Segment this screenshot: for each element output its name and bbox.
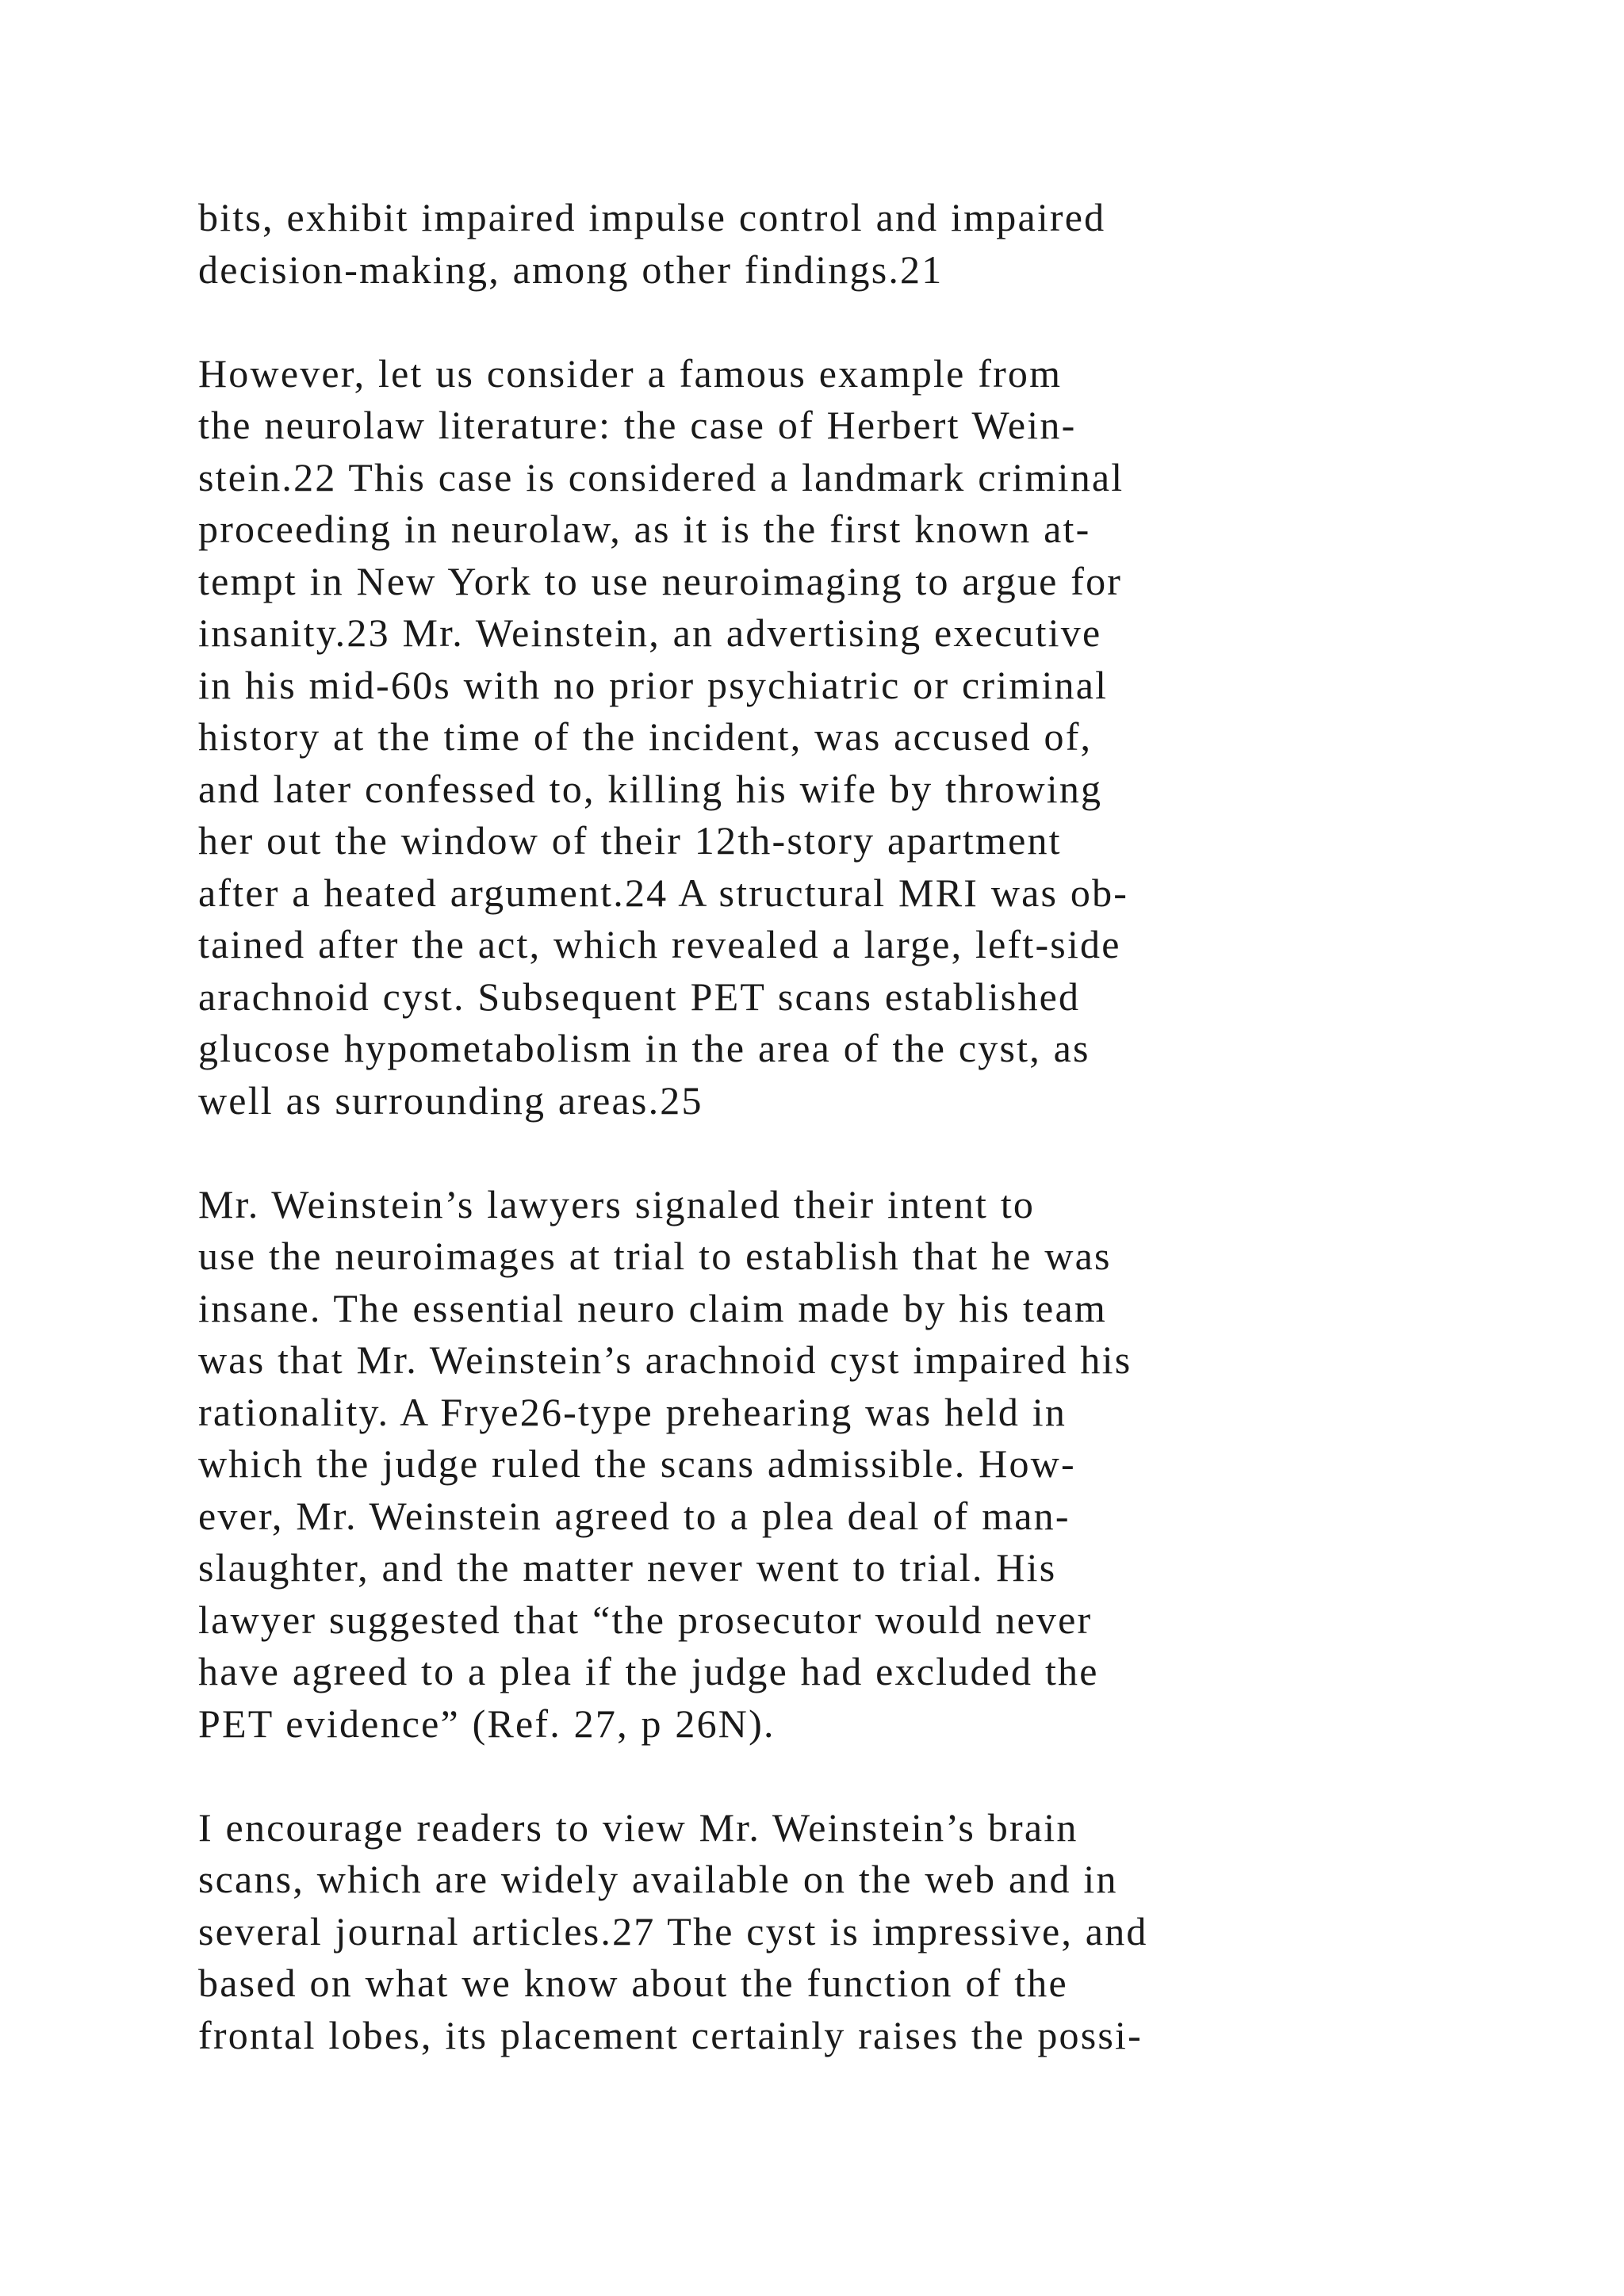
text-line: arachnoid cyst. Subsequent PET scans established [198,974,1081,1019]
paragraph-2 [198,348,1546,1127]
text-line: insanity.23 Mr. Weinstein, an advertising executive [198,610,1102,655]
text-line: after a heated argument.24 A structural MRI was ob- [198,870,1129,915]
body-text [198,192,1546,2114]
text-line: tained after the act, which revealed a large, left-side [198,922,1121,966]
text-line: lawyer suggested that “the prosecutor would never [198,1597,1093,1642]
text-line: I encourage readers to view Mr. Weinstein’s brain [198,1804,1078,1850]
text-line: her out the window of their 12th-story apartment [198,818,1062,863]
text-line: scans, which are widely available on the web and in [198,1857,1118,1901]
text-line: PET evidence” (Ref. 27, p 26N). [198,1701,776,1746]
text-line: decision-making, among other findings.21 [198,247,944,292]
text-line: and later confessed to, killing his wife by throwing [198,766,1103,811]
text-line: was that Mr. Weinstein’s arachnoid cyst impaired his [198,1337,1132,1382]
text-line: tempt in New York to use neuroimaging to argue for [198,558,1123,603]
text-line: frontal lobes, its placement certainly raises the possi- [198,2012,1143,2057]
text-line: the neurolaw literature: the case of Herbert Wein- [198,403,1077,447]
text-line: Mr. Weinstein’s lawyers signaled their intent to [198,1181,1036,1226]
text-line: proceeding in neurolaw, as it is the first known at- [198,507,1091,551]
text-line: insane. The essential neuro claim made by his team [198,1285,1107,1330]
text-line: history at the time of the incident, was accused of, [198,714,1093,759]
text-line: rationality. A Frye26-type prehearing was held in [198,1389,1067,1434]
paragraph-1 [198,192,1546,296]
text-line: based on what we know about the function of the [198,1961,1068,2005]
text-line: in his mid-60s with no prior psychiatric or criminal [198,662,1109,707]
text-line: which the judge ruled the scans admissible. How- [198,1441,1076,1486]
text-line: well as surrounding areas.25 [198,1077,703,1123]
text-line: stein.22 This case is considered a landmark criminal [198,454,1124,499]
text-line: bits, exhibit impaired impulse control and impaired [198,195,1106,239]
text-line: slaughter, and the matter never went to trial. His [198,1545,1057,1590]
text-line: several journal articles.27 The cyst is impressive, and [198,1908,1148,1954]
text-line: have agreed to a plea if the judge had excluded the [198,1649,1099,1693]
paragraph-3 [198,1179,1546,1751]
text-line: use the neuroimages at trial to establish that he was [198,1234,1112,1278]
text-line: However, let us consider a famous example from [198,350,1063,396]
paragraph-4 [198,1802,1546,2062]
text-line: glucose hypometabolism in the area of the cyst, as [198,1026,1090,1070]
text-line: ever, Mr. Weinstein agreed to a plea deal of man- [198,1493,1071,1538]
